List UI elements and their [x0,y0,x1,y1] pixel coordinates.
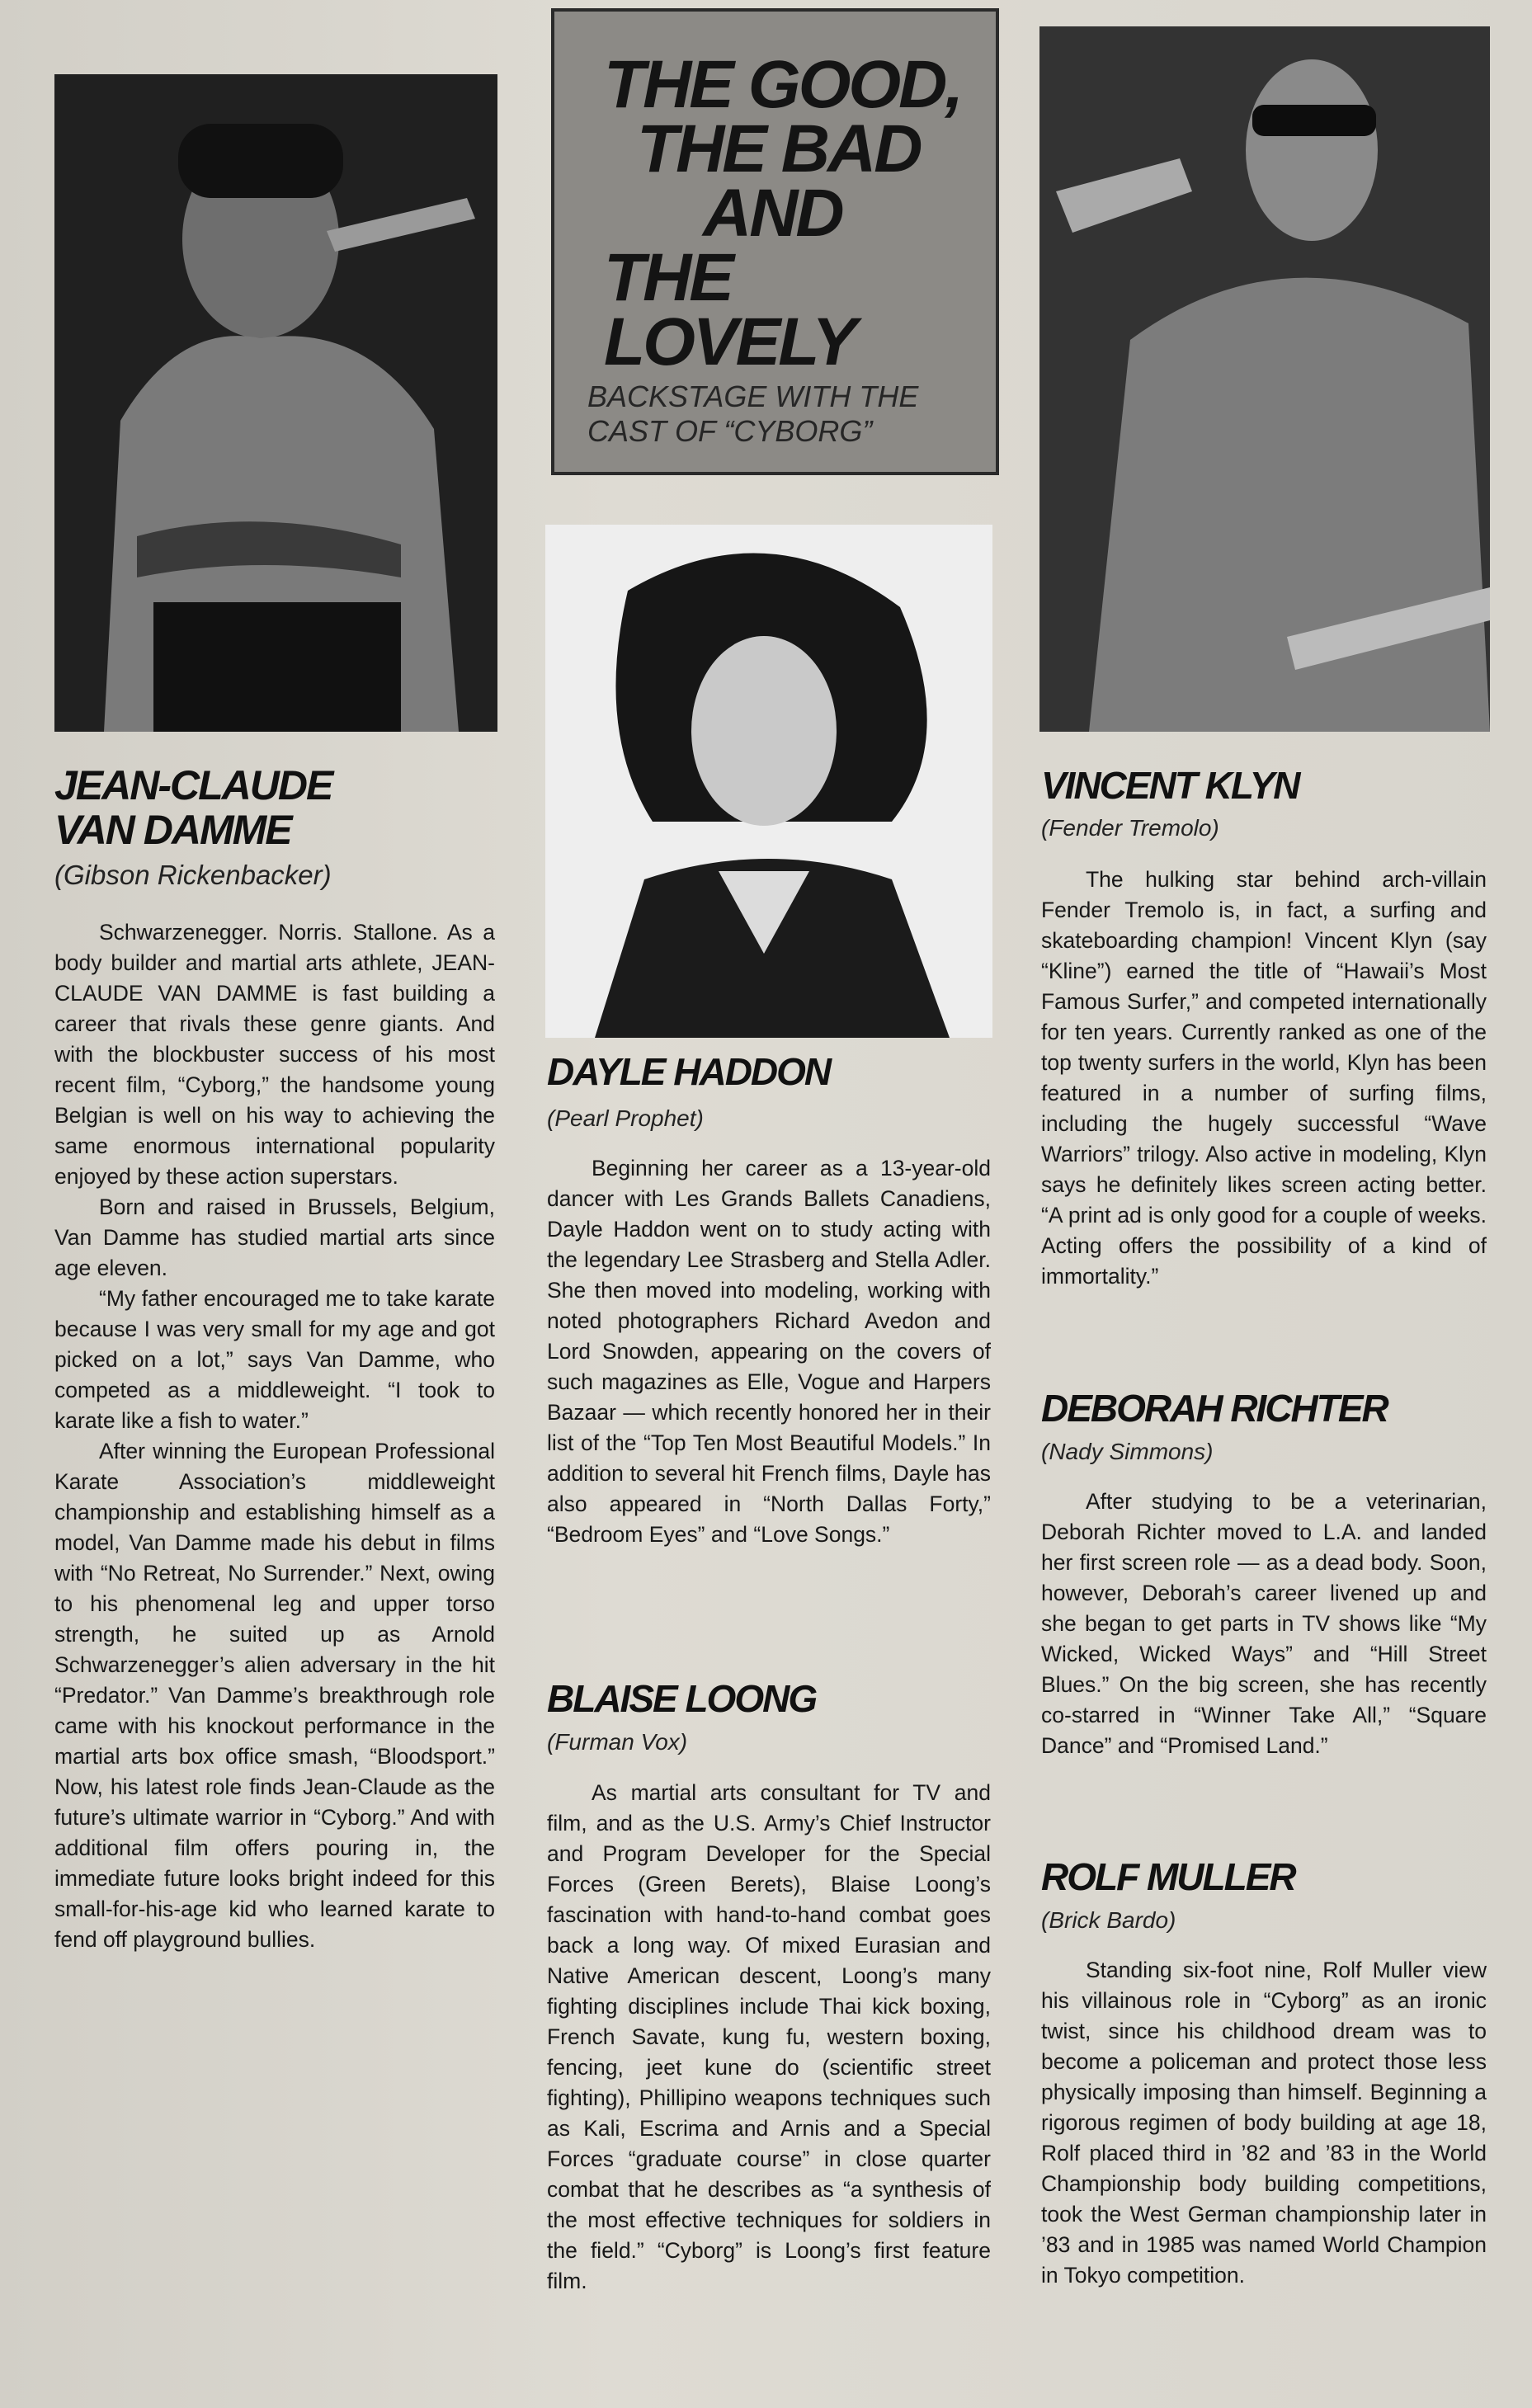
van-damme-role: (Gibson Rickenbacker) [54,860,332,890]
paragraph: “My father encouraged me to take karate because I was very small for my age and got picked on a lot,” says Van Damme, who competed as a middleweight. “I took to karate like a fish to water.” [54,1286,495,1433]
dayle-haddon-body [547,1153,991,1550]
paragraph: After studying to be a veterinarian, Deborah Richter moved to L.A. and landed her first screen role — as a dead body. Soon, however, Deborah’s career livened up and she began to get parts in TV shows like “My Wicked, Wicked Ways” and “Hill Street Blues.” On the big screen, she has recently co-starred in “Winner Take All,” “Square Dance” and “Promised Land.” [1041,1489,1487,1758]
blaise-loong-body [547,1778,991,2297]
article-title [604,47,992,379]
deborah-richter-role: (Nady Simmons) [1041,1439,1214,1464]
van-damme-body [54,917,495,1955]
paragraph: Born and raised in Brussels, Belgium, Van Damme has studied martial arts since age eleven. [54,1195,495,1280]
subtitle-line: BACKSTAGE WITH THE [587,379,919,413]
subtitle-line: CAST OF “CYBORG” [587,414,873,448]
van-damme-name [54,763,332,852]
deborah-richter-name: DEBORAH RICHTER [1041,1387,1388,1430]
rolf-muller-name: ROLF MULLER [1041,1855,1295,1898]
paragraph: After winning the European Professional Karate Association’s middleweight championship and establishing himself as a model, Van Damme made his debut in films with “No Retreat, No Surrender.” Next, owing to his phenomenal leg and upper torso strength, he suited up as Arnold Schwarzenegger’s alien adversary in the hit “Predator.” Van Damme’s breakthrough role came with his knockout performance in the martial arts box office smash, “Bloodsport.” Now, his latest role finds Jean-Claude as the future’s ultimate warrior in “Cyborg.” And with additional film offers pouring in, the immediate future looks bright indeed for this small-for-his-age kid who learned karate to fend off playground bullies. [54,1439,495,1952]
vincent-klyn-name: VINCENT KLYN [1041,764,1299,807]
article-subtitle [587,379,975,449]
paragraph: The hulking star behind arch-villain Fender Tremolo is, in fact, a surfing and skateboarding champion! Vincent Klyn (say “Kline”) earned the title of “Hawaii’s Most Famous Surfer,” and competed internationally for ten years. Currently ranked as one of the top twenty surfers in the world, Klyn has been featured in a number of surfing films, including the hugely successful “Wave Warriors” trilogy. Also active in modeling, Klyn says he definitely likes screen acting better. “A print ad is only good for a couple of weeks. Acting offers the possibility of a kind of immortality.” [1041,867,1487,1289]
vincent-klyn-photo [1039,26,1490,732]
rolf-muller-role: (Brick Bardo) [1041,1907,1176,1933]
article-title-box [551,8,999,475]
van-damme-photo [54,74,497,732]
rolf-muller-body [1041,1955,1487,2291]
dayle-haddon-figure [545,525,992,1038]
dayle-haddon-name: DAYLE HADDON [547,1050,831,1093]
vincent-klyn-body [1041,865,1487,1292]
van-damme-figure [54,74,497,732]
name-line: VAN DAMME [54,807,291,853]
blaise-loong-name: BLAISE LOONG [547,1677,817,1720]
title-line: THE LOVELY [604,240,855,379]
paragraph: Beginning her career as a 13-year-old dancer with Les Grands Ballets Canadiens, Dayle Haddon went on to study acting with the legendary Lee Strasberg and Stella Adler. She then moved into modeling, working with noted photographers Richard Avedon and Lord Snowden, appearing on the covers of such magazines as Elle, Vogue and Harpers Bazaar — which recently honored her in their list of the “Top Ten Most Beautiful Models.” In addition to several hit French films, Dayle has also appeared in “North Dallas Forty,” “Bedroom Eyes” and “Love Songs.” [547,1156,991,1547]
paragraph: Standing six-foot nine, Rolf Muller view his villainous role in “Cyborg” as an ironic twist, since his childhood dream was to become a policeman and protect those less physically imposing than himself. Beginning a rigorous regimen of body building at age 18, Rolf placed third in ’82 and ’83 in the World Championship body building competitions, took the West German championship later in ’83 and in 1985 was named World Champion in Tokyo competition. [1041,1958,1487,2288]
dayle-haddon-role: (Pearl Prophet) [547,1105,704,1131]
vincent-klyn-figure [1039,26,1490,732]
title-line: THE BAD [637,111,921,186]
paragraph: Schwarzenegger. Norris. Stallone. As a body builder and martial arts athlete, JEAN-CLAUDE VAN DAMME is fast building a career that rivals these genre giants. And with the blockbuster success of his most recent film, “Cyborg,” the handsome young Belgian is well on his way to achieving the same enormous international popularity enjoyed by these action superstars. [54,920,495,1189]
title-line: THE GOOD, [604,47,962,122]
title-line: AND [703,176,842,251]
vincent-klyn-role: (Fender Tremolo) [1041,815,1219,841]
deborah-richter-body [1041,1487,1487,1761]
blaise-loong-role: (Furman Vox) [547,1729,688,1755]
name-line: JEAN-CLAUDE [54,762,332,808]
dayle-haddon-photo [545,525,992,1038]
paragraph: As martial arts consultant for TV and film, and as the U.S. Army’s Chief Instructor and Program Developer for the Special Forces (Green Berets), Blaise Loong’s fascination with hand-to-hand combat goes back a long way. Of mixed Eurasian and Native American descent, Loong’s many fighting disciplines include Thai kick boxing, French Savate, kung fu, western boxing, fencing, jeet kune do (scientific street fighting), Phillipino weapons techniques such as Kali, Escrima and Arnis and a Special Forces “graduate course” in close quarter combat that he describes as “a synthesis of the most effective techniques for soldiers in the field.” “Cyborg” is Loong’s first feature film. [547,1780,991,2293]
